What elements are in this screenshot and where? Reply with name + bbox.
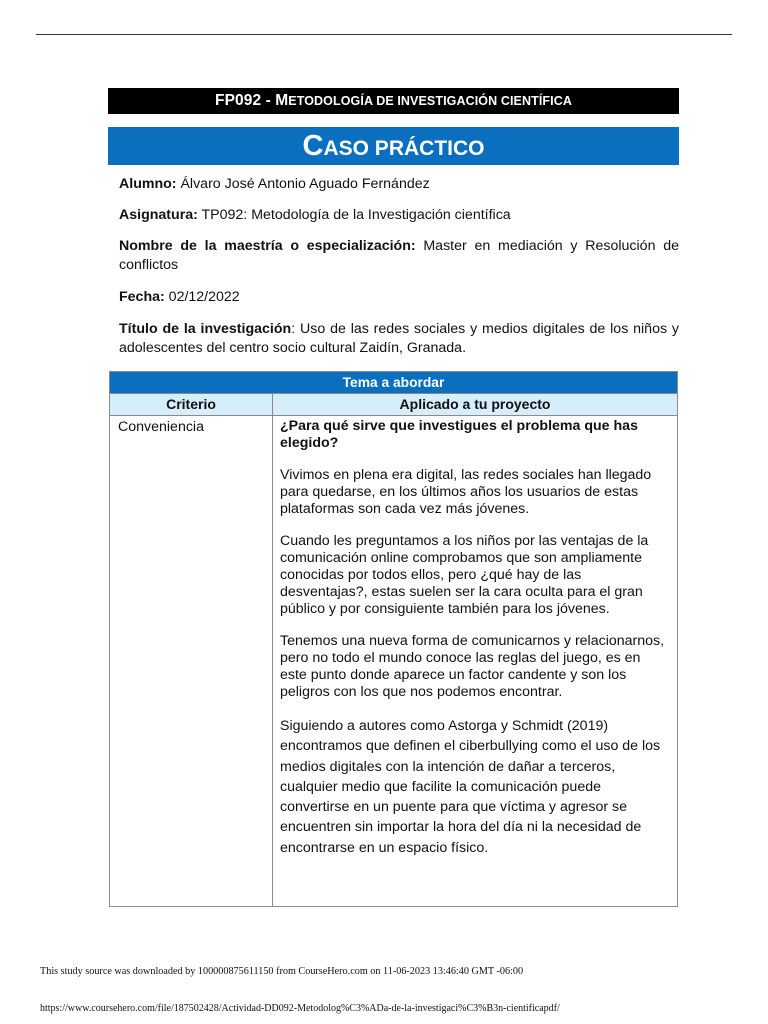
tema-row [110, 372, 678, 394]
asignatura-label: Asignatura: [119, 207, 198, 223]
source-url[interactable]: https://www.coursehero.com/file/187502428/Actividad-DD092-Metodolog%C3%ADa-de-la-investigaci%C3%B3n-cientificapdf/ [40, 1003, 560, 1014]
field-titulo [119, 320, 679, 358]
criterio-header: Criterio [110, 394, 273, 416]
course-title-initial: M [275, 92, 289, 109]
paragraph: Tenemos una nueva forma de comunicarnos y relacionarnos, pero no todo el mundo conoce las reglas del juego, es en este punto donde aparece un factor candente y son los peligros con los que nos podemos encontrar. [280, 633, 665, 700]
case-title-bar [108, 127, 679, 165]
case-title-initial: C [302, 130, 324, 162]
tema-header: Tema a abordar [110, 372, 678, 394]
paragraph: Siguiendo a autores como Astorga y Schmidt (2019) encontramos que definen el ciberbullying como el uso de los medios digitales con la intención de dañar a terceros, cualquier medio que facilite la comunicación puede convertirse en un puente para que víctima y agresor se encuentren sin importar la hora del día ni la necesidad de encontrarse en un espacio físico. [280, 718, 661, 856]
top-rule [36, 34, 732, 35]
field-maestria [119, 237, 679, 275]
aplicado-cell [273, 416, 678, 907]
course-title-rest: ETODOLOGÍA DE INVESTIGACIÓN CIENTÍFICA [288, 94, 572, 108]
course-title-bar [108, 88, 679, 114]
case-title-rest: ASO PRÁCTICO [323, 137, 485, 160]
criteria-table [109, 371, 678, 907]
field-asignatura [119, 206, 679, 225]
criterio-cell: Conveniencia [110, 416, 273, 907]
alumno-value: Álvaro José Antonio Aguado Fernández [176, 176, 430, 192]
maestria-label: Nombre de la maestría o especialización: [119, 238, 416, 254]
titulo-label: Título de la investigación [119, 321, 292, 337]
paragraph: Vivimos en plena era digital, las redes sociales han llegado para quedarse, en los últimos años los usuarios de estas plataformas son cada vez más jóvenes. [280, 467, 652, 517]
question-text: ¿Para qué sirve que investigues el problema que has elegido? [280, 418, 638, 451]
download-note: This study source was downloaded by 100000875611150 from CourseHero.com on 11-06-2023 13:46:40 GMT -06:00 [40, 966, 524, 977]
fecha-value: 02/12/2022 [164, 289, 240, 305]
column-header-row [110, 394, 678, 416]
aplicado-header: Aplicado a tu proyecto [273, 394, 678, 416]
titulo-value: : Uso de las redes sociales y medios digitales de los niños y adolescentes del centro socio cultural Zaidín, Granada. [119, 321, 679, 356]
course-code: FP092 - [215, 92, 276, 109]
alumno-label: Alumno: [119, 176, 177, 192]
asignatura-value: TP092: Metodología de la Investigación científica [197, 207, 511, 223]
paragraph: Cuando les preguntamos a los niños por las ventajas de la comunicación online comprobamos que son ampliamente conocidas por todos ellos, pero ¿qué hay de las desventajas?, estas suelen ser la cara oculta para el gran público y por consiguiente también para los jóvenes. [280, 533, 649, 617]
fecha-label: Fecha: [119, 289, 165, 305]
field-fecha [119, 288, 679, 307]
maestria-value: Master en mediación y Resolución de conflictos [119, 238, 679, 273]
field-alumno [119, 175, 679, 194]
table-row [110, 416, 678, 907]
